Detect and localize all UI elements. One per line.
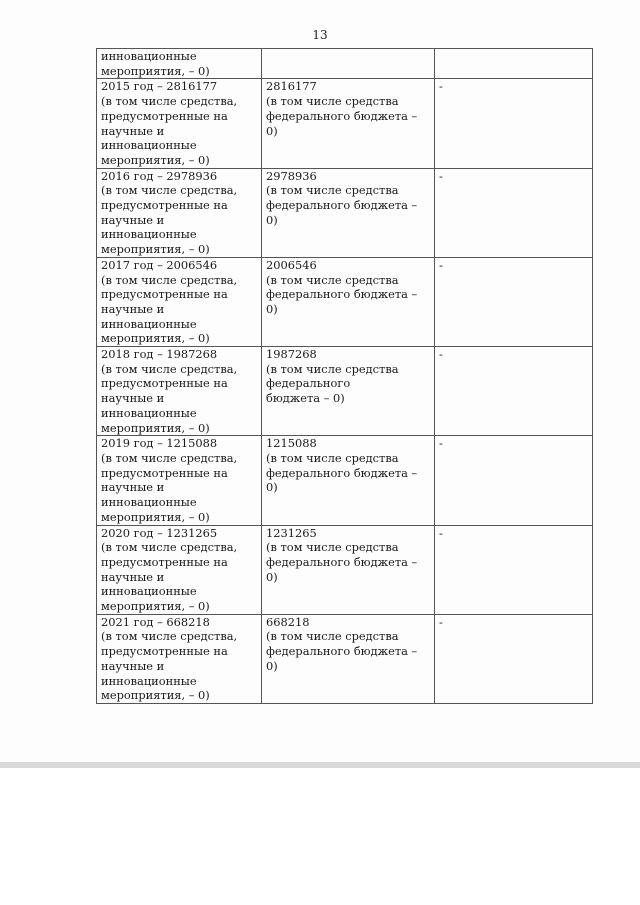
table-row-2015 [97, 79, 593, 168]
table-cell-total: инновационные мероприятия, – 0) [97, 49, 262, 79]
table-row-2021 [97, 614, 593, 703]
table-cell-federal [262, 49, 435, 79]
table-cell-other: - [435, 614, 593, 703]
table-cell-total: 2018 год – 1987268 (в том числе средства, предусмотренные на научные и инновационные мероприятия, – 0) [97, 347, 262, 436]
table-cell-other: - [435, 525, 593, 614]
table-cell-total: 2016 год – 2978936 (в том числе средства, предусмотренные на научные и инновационные мероприятия, – 0) [97, 168, 262, 257]
table-cell-federal: 1231265 (в том числе средства федерального бюджета – 0) [262, 525, 435, 614]
page-number: 13 [312, 28, 328, 42]
table-cell-other: - [435, 168, 593, 257]
table-cell-other: - [435, 436, 593, 525]
table-row-2017 [97, 257, 593, 346]
table-cell-other: - [435, 347, 593, 436]
table-cell-total: 2019 год – 1215088 (в том числе средства, предусмотренные на научные и инновационные мероприятия, – 0) [97, 436, 262, 525]
table-cell-total: 2015 год – 2816177 (в том числе средства, предусмотренные на научные и инновационные мероприятия, – 0) [97, 79, 262, 168]
table-row-2019 [97, 436, 593, 525]
table-cell-federal: 668218 (в том числе средства федерального бюджета – 0) [262, 614, 435, 703]
table-cell-other: - [435, 79, 593, 168]
table-cell-total: 2017 год – 2006546 (в том числе средства, предусмотренные на научные и инновационные мероприятия, – 0) [97, 257, 262, 346]
table-cell-federal: 1987268 (в том числе средства федерального бюджета – 0) [262, 347, 435, 436]
table-row-2020 [97, 525, 593, 614]
table-row-2016 [97, 168, 593, 257]
table-cell-total: 2020 год – 1231265 (в том числе средства, предусмотренные на научные и инновационные мероприятия, – 0) [97, 525, 262, 614]
table-cell-federal: 2006546 (в том числе средства федерального бюджета – 0) [262, 257, 435, 346]
table-cell-total: 2021 год – 668218 (в том числе средства, предусмотренные на научные и инновационные мероприятия, – 0) [97, 614, 262, 703]
table-cell-other [435, 49, 593, 79]
table-cell-other: - [435, 257, 593, 346]
table-cell-federal: 1215088 (в том числе средства федерального бюджета – 0) [262, 436, 435, 525]
table-cell-federal: 2978936 (в том числе средства федерального бюджета – 0) [262, 168, 435, 257]
funding-table [96, 48, 593, 704]
table-row-2018 [97, 347, 593, 436]
table-cell-federal: 2816177 (в том числе средства федерального бюджета – 0) [262, 79, 435, 168]
table-row-continuation [97, 49, 593, 79]
